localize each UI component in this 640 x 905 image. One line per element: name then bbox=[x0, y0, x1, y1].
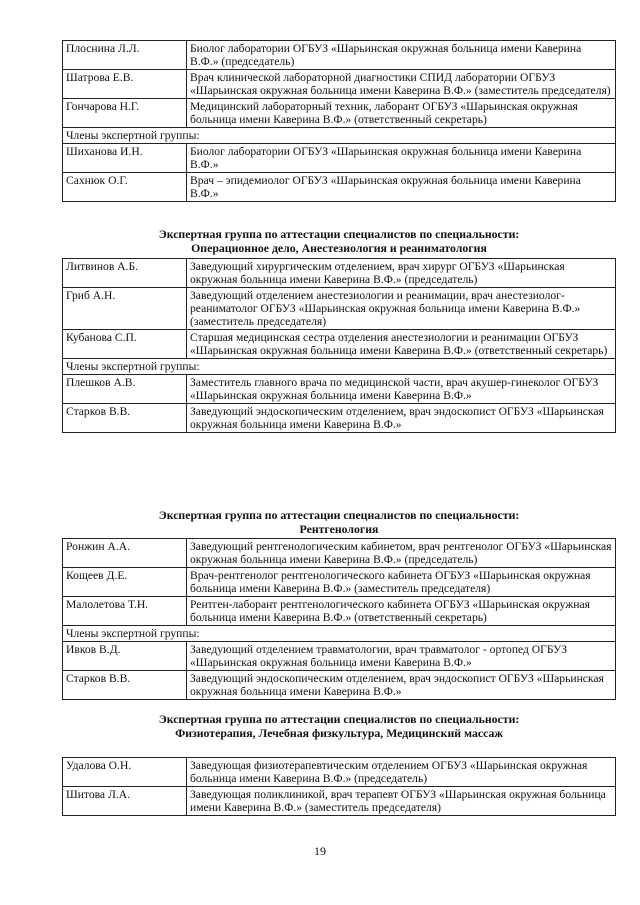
expert-group-table-anesthesiology bbox=[62, 258, 616, 433]
member-description: Врач клинической лабораторной диагностики СПИД лаборатории ОГБУЗ «Шарьинская окружная больница имени Каверина В.Ф.» (заместитель председателя) bbox=[187, 70, 616, 99]
members-label: Члены экспертной группы: bbox=[63, 626, 616, 642]
member-description: Заведующий рентгенологическим кабинетом, врач рентгенолог ОГБУЗ «Шарьинская окружная больница имени Каверина В.Ф.» (председатель) bbox=[187, 539, 616, 568]
member-name: Литвинов А.Б. bbox=[63, 259, 187, 288]
member-description: Старшая медицинская сестра отделения анестезиологии и реанимации ОГБУЗ «Шарьинская окружная больница имени Каверина В.Ф.» (ответственный секретарь) bbox=[187, 330, 616, 359]
section-subheading: Операционное дело, Анестезиология и реаниматология bbox=[191, 241, 487, 255]
table-row bbox=[63, 626, 616, 642]
table-row bbox=[63, 597, 616, 626]
member-description: Заведующий хирургическим отделением, врач хирург ОГБУЗ «Шарьинская окружная больница имени Каверина В.Ф.» (председатель) bbox=[187, 259, 616, 288]
section-heading: Экспертная группа по аттестации специалистов по специальности: bbox=[158, 508, 520, 522]
member-description: Биолог лаборатории ОГБУЗ «Шарьинская окружная больница имени Каверина В.Ф.» (председатель) bbox=[187, 41, 616, 70]
expert-group-table-radiology bbox=[62, 538, 616, 700]
member-description: Медицинский лабораторный техник, лаборант ОГБУЗ «Шарьинская окружная больница имени Каверина В.Ф.» (ответственный секретарь) bbox=[187, 99, 616, 128]
table-row bbox=[63, 70, 616, 99]
table-row bbox=[63, 375, 616, 404]
member-description: Врач – эпидемиолог ОГБУЗ «Шарьинская окружная больница имени Каверина В.Ф.» bbox=[187, 173, 616, 202]
table-row bbox=[63, 758, 616, 787]
table-row bbox=[63, 359, 616, 375]
member-name: Кубанова С.П. bbox=[63, 330, 187, 359]
member-name: Удалова О.Н. bbox=[63, 758, 187, 787]
member-name: Плешков А.В. bbox=[63, 375, 187, 404]
member-name: Кощеев Д.Е. bbox=[63, 568, 187, 597]
member-name: Гончарова Н.Г. bbox=[63, 99, 187, 128]
table-row bbox=[63, 288, 616, 330]
member-name: Шиханова И.Н. bbox=[63, 144, 187, 173]
section-heading: Экспертная группа по аттестации специалистов по специальности: bbox=[158, 227, 520, 241]
member-description: Заведующий отделением травматологии, врач травматолог - ортопед ОГБУЗ «Шарьинская окружная больница имени Каверина В.Ф.» bbox=[187, 642, 616, 671]
member-description: Рентген-лаборант рентгенологического кабинета ОГБУЗ «Шарьинская окружная больница имени Каверина В.Ф.» (ответственный секретарь) bbox=[187, 597, 616, 626]
table-row bbox=[63, 671, 616, 700]
table-row bbox=[63, 642, 616, 671]
section-subheading: Рентгенология bbox=[299, 522, 379, 536]
member-name: Ронжин А.А. bbox=[63, 539, 187, 568]
member-description: Заведующий отделением анестезиологии и реанимации, врач анестезиолог-реаниматолог ОГБУЗ «Шарьинская окружная больница имени Каверина В.Ф.» (заместитель председателя) bbox=[187, 288, 616, 330]
member-description: Заведующий эндоскопическим отделением, врач эндоскопист ОГБУЗ «Шарьинская окружная больница имени Каверина В.Ф.» bbox=[187, 671, 616, 700]
member-name: Старков В.В. bbox=[63, 404, 187, 433]
table-row bbox=[63, 173, 616, 202]
member-name: Ивков В.Д. bbox=[63, 642, 187, 671]
expert-group-table-laboratory bbox=[62, 40, 616, 202]
member-description: Заведующая поликлиникой, врач терапевт ОГБУЗ «Шарьинская окружная больница имени Каверина В.Ф.» (заместитель председателя) bbox=[187, 787, 616, 816]
member-name: Шитова Л.А. bbox=[63, 787, 187, 816]
member-description: Врач-рентгенолог рентгенологического кабинета ОГБУЗ «Шарьинская окружная больница имени Каверина В.Ф.» (заместитель председателя) bbox=[187, 568, 616, 597]
table-row bbox=[63, 41, 616, 70]
table-row bbox=[63, 99, 616, 128]
member-name: Малолетова Т.Н. bbox=[63, 597, 187, 626]
member-description: Заведующая физиотерапевтическим отделением ОГБУЗ «Шарьинская окружная больница имени Каверина В.Ф.» (председатель) bbox=[187, 758, 616, 787]
member-name: Плоснина Л.Л. bbox=[63, 41, 187, 70]
page-number: 19 bbox=[314, 844, 326, 858]
members-label: Члены экспертной группы: bbox=[63, 128, 616, 144]
member-name: Старков В.В. bbox=[63, 671, 187, 700]
section-subheading: Физиотерапия, Лечебная физкультура, Медицинский массаж bbox=[175, 726, 503, 740]
members-label: Члены экспертной группы: bbox=[63, 359, 616, 375]
member-description: Заместитель главного врача по медицинской части, врач акушер-гинеколог ОГБУЗ «Шарьинская окружная больница имени Каверина В.Ф.» bbox=[187, 375, 616, 404]
member-name: Шатрова Е.В. bbox=[63, 70, 187, 99]
table-row bbox=[63, 128, 616, 144]
section-heading: Экспертная группа по аттестации специалистов по специальности: bbox=[158, 712, 520, 726]
member-description: Заведующий эндоскопическим отделением, врач эндоскопист ОГБУЗ «Шарьинская окружная больница имени Каверина В.Ф.» bbox=[187, 404, 616, 433]
table-row bbox=[63, 259, 616, 288]
table-row bbox=[63, 539, 616, 568]
table-row bbox=[63, 787, 616, 816]
member-description: Биолог лаборатории ОГБУЗ «Шарьинская окружная больница имени Каверина В.Ф.» bbox=[187, 144, 616, 173]
expert-group-table-physiotherapy bbox=[62, 757, 616, 816]
member-name: Сахнюк О.Г. bbox=[63, 173, 187, 202]
table-row bbox=[63, 568, 616, 597]
member-name: Гриб А.Н. bbox=[63, 288, 187, 330]
table-row bbox=[63, 330, 616, 359]
table-row bbox=[63, 404, 616, 433]
table-row bbox=[63, 144, 616, 173]
